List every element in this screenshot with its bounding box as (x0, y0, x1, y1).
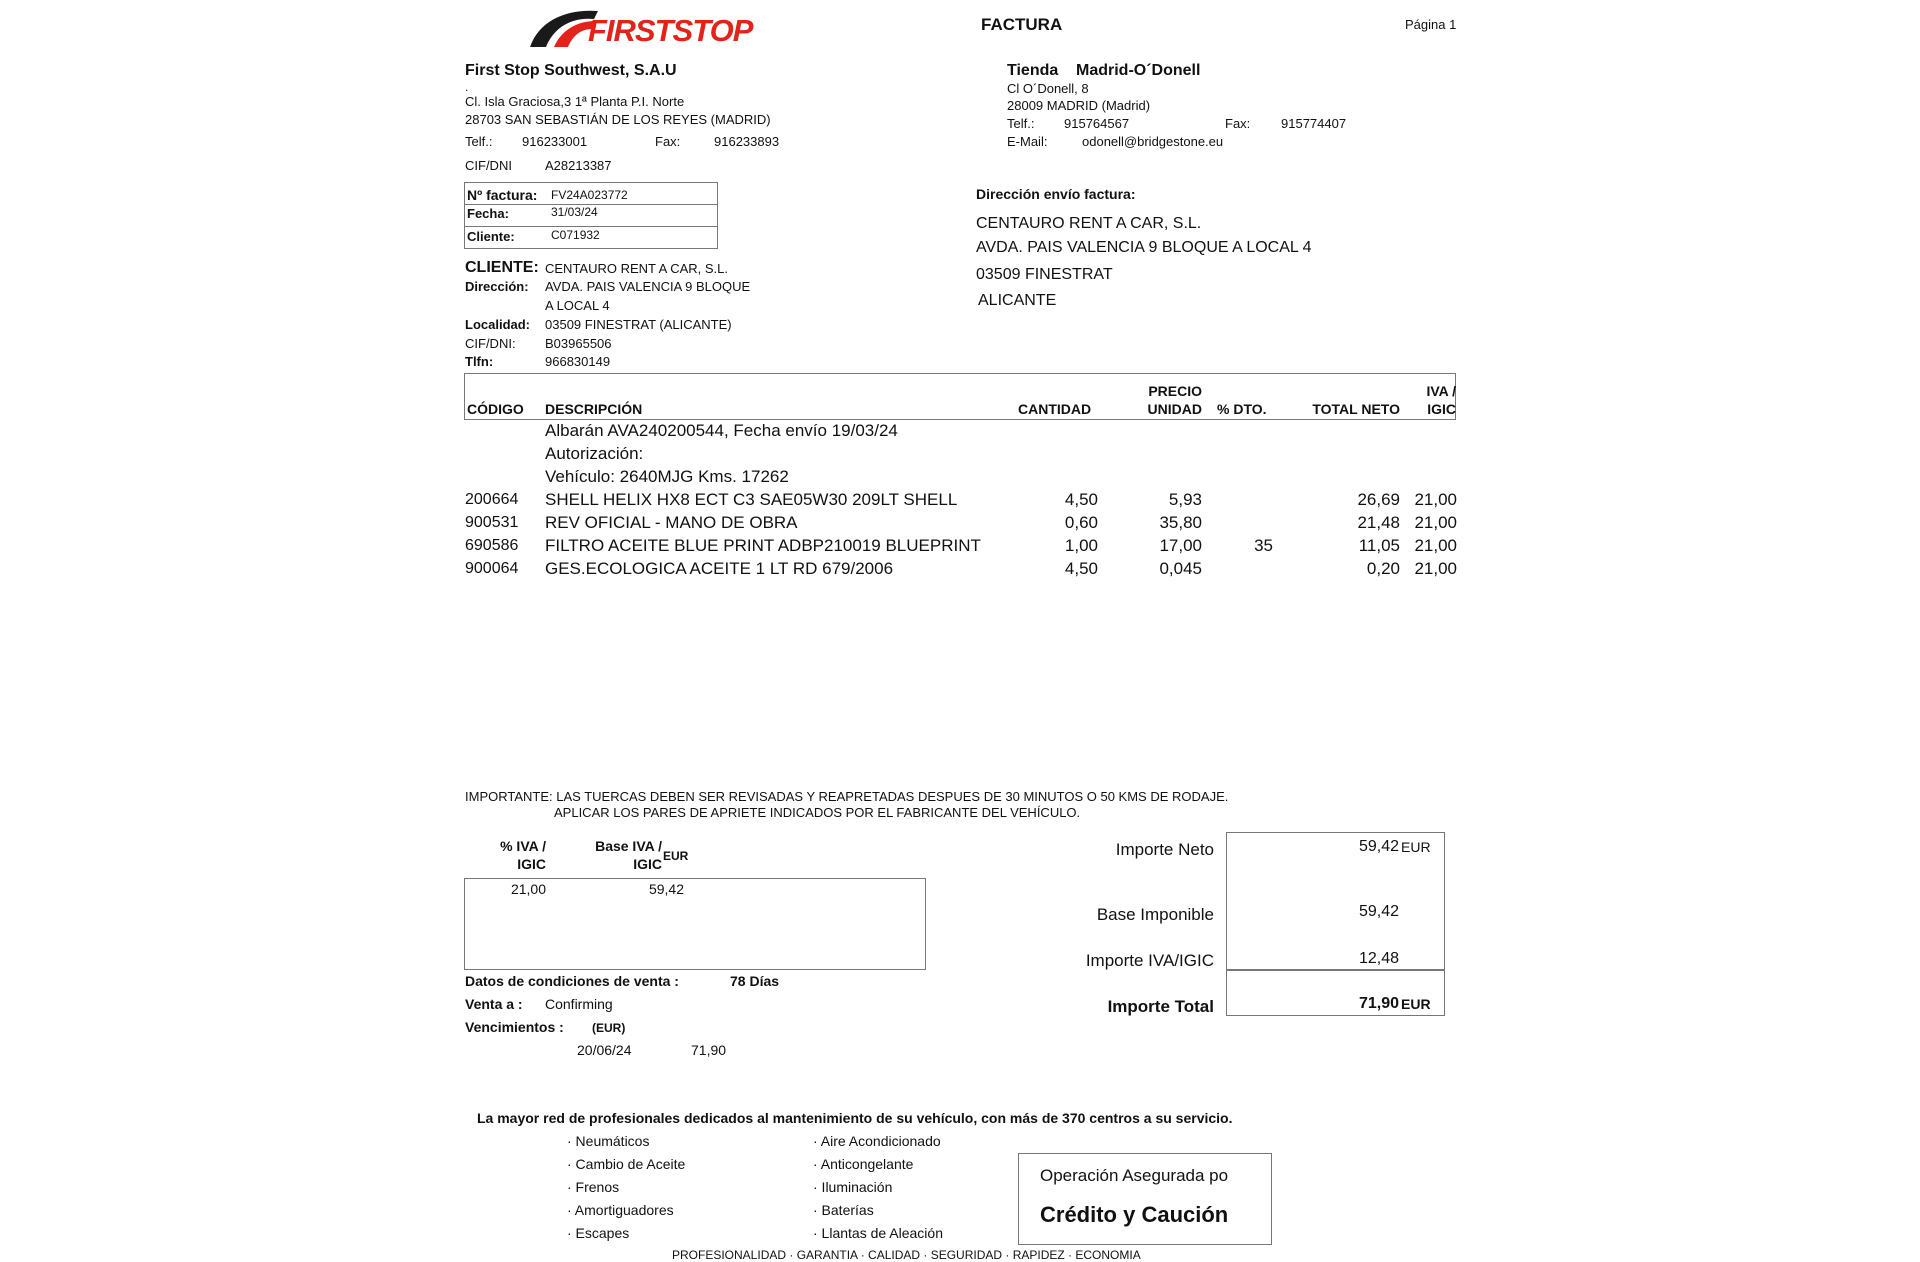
service-item: · Amortiguadores (567, 1202, 674, 1218)
shipping-line-2: AVDA. PAIS VALENCIA 9 BLOQUE A LOCAL 4 (976, 239, 1312, 256)
col-header-iva-bottom: IGIC (1427, 401, 1456, 417)
cell-code: 200664 (465, 491, 519, 508)
tax-pct-header-bottom: IGIC (517, 856, 546, 872)
col-header-quantity: CANTIDAD (1018, 401, 1092, 417)
store-address-1: Cl O´Donell, 8 (1007, 81, 1089, 96)
vat-amount-label: Importe IVA/IGIC (1085, 951, 1214, 970)
cell-net: 26,69 (1357, 490, 1400, 509)
shipping-line-3: 03509 FINESTRAT (976, 266, 1113, 283)
document-title: FACTURA (981, 15, 1063, 34)
cell-quantity: 1,00 (1064, 536, 1098, 555)
col-header-discount: % DTO. (1217, 401, 1267, 417)
cell-description: SHELL HELIX HX8 ECT C3 SAE05W30 209LT SHELL (545, 490, 958, 509)
tax-base-value: 59,42 (648, 881, 684, 897)
client-phone-label: Tlfn: (465, 354, 494, 369)
company-address-2: 28703 SAN SEBASTIÁN DE LOS REYES (MADRID) (465, 112, 771, 127)
store-tel-label: Telf.: (1007, 116, 1035, 131)
client-cif-label: CIF/DNI: (465, 336, 516, 351)
cell-iva: 21,00 (1414, 559, 1457, 578)
due-label: Vencimientos : (465, 1019, 564, 1035)
client-address-2: A LOCAL 4 (545, 298, 610, 313)
client-address-label: Dirección: (465, 279, 529, 294)
insurance-line-1: Operación Asegurada po (1040, 1166, 1229, 1185)
vat-amount-value: 12,48 (1358, 950, 1399, 967)
cell-price: 5,93 (1168, 490, 1202, 509)
invoice-date-label: Fecha: (467, 206, 509, 221)
total-amount-label: Importe Total (1107, 997, 1214, 1016)
service-item: · Frenos (567, 1179, 620, 1195)
company-name: First Stop Southwest, S.A.U (465, 62, 677, 79)
col-header-price-bottom: UNIDAD (1147, 401, 1202, 417)
cell-quantity: 4,50 (1064, 490, 1098, 509)
store-label: Tienda (1007, 62, 1059, 79)
cell-net: 11,05 (1358, 536, 1400, 555)
invoice-date: 31/03/24 (551, 205, 598, 219)
cell-quantity: 0,60 (1064, 513, 1098, 532)
company-address-1: Cl. Isla Graciosa,3 1ª Planta P.I. Norte (465, 94, 685, 109)
important-note-line-2: APLICAR LOS PARES DE APRIETE INDICADOS POR EL FABRICANTE DEL VEHÍCULO. (554, 805, 1081, 820)
taxable-base-label: Base Imponible (1096, 905, 1214, 924)
cell-discount: 35 (1254, 536, 1273, 555)
cell-quantity: 4,50 (1064, 559, 1098, 578)
footer-tagline: La mayor red de profesionales dedicados al mantenimiento de su vehículo, con más de 370 centros a su servicio. (477, 1110, 1233, 1126)
company-fax: 916233893 (714, 134, 780, 149)
col-header-description: DESCRIPCIÓN (545, 401, 643, 417)
cell-price: 0,045 (1159, 559, 1202, 578)
col-header-iva-top: IVA / (1426, 383, 1456, 399)
invoice-box-divider (464, 226, 718, 227)
cell-code: 690586 (465, 537, 519, 554)
cell-iva: 21,00 (1414, 490, 1457, 509)
table-note: Albarán AVA240200544, Fecha envío 19/03/24 (545, 421, 898, 440)
service-item: · Iluminación (813, 1179, 893, 1195)
due-amount: 71,90 (691, 1042, 727, 1058)
cell-code: 900531 (465, 514, 519, 531)
net-amount-currency: EUR (1401, 839, 1431, 855)
tax-pct-header-top: % IVA / (500, 838, 546, 854)
invoice-number: FV24A023772 (551, 188, 628, 202)
cell-description: REV OFICIAL - MANO DE OBRA (545, 513, 798, 532)
client-address-1: AVDA. PAIS VALENCIA 9 BLOQUE (545, 279, 751, 294)
shipping-line-1: CENTAURO RENT A CAR, S.L. (976, 215, 1202, 232)
service-item: · Neumáticos (567, 1133, 650, 1149)
tax-base-header-top: Base IVA / (595, 838, 662, 854)
col-header-code: CÓDIGO (467, 401, 524, 417)
footer-values-line: PROFESIONALIDAD · GARANTIA · CALIDAD · SEGURIDAD · RAPIDEZ · ECONOMIA (672, 1248, 1141, 1262)
service-item: · Baterías (813, 1202, 874, 1218)
due-currency: (EUR) (592, 1021, 626, 1035)
company-cif: A28213387 (545, 158, 612, 173)
net-amount-label: Importe Neto (1115, 840, 1214, 859)
store-fax: 915774407 (1281, 116, 1347, 131)
service-item: · Llantas de Aleación (813, 1225, 943, 1241)
insurance-line-2: Crédito y Caución (1040, 1202, 1229, 1227)
sale-value: Confirming (545, 996, 613, 1012)
invoice-number-label: Nº factura: (467, 187, 538, 203)
store-address-2: 28009 MADRID (Madrid) (1007, 98, 1151, 113)
invoice-client-label: Cliente: (467, 229, 515, 244)
client-cif: B03965506 (545, 336, 612, 351)
table-note: Autorización: (545, 444, 644, 463)
company-tel-label: Telf.: (465, 134, 493, 149)
service-item: · Anticongelante (813, 1156, 914, 1172)
store-email: odonell@bridgestone.eu (1082, 134, 1224, 149)
total-amount-currency: EUR (1401, 996, 1431, 1012)
store-fax-label: Fax: (1225, 116, 1251, 131)
shipping-line-4: ALICANTE (978, 292, 1057, 309)
company-fax-label: Fax: (655, 134, 681, 149)
tax-eur-label: EUR (663, 849, 689, 863)
tax-base-header-bottom: IGIC (633, 856, 662, 872)
conditions-label: Datos de condiciones de venta : (465, 973, 679, 989)
net-amount-value: 59,42 (1358, 838, 1399, 855)
store-name: Madrid-O´Donell (1076, 62, 1201, 79)
company-tel: 916233001 (522, 134, 588, 149)
col-header-price-top: PRECIO (1148, 383, 1202, 399)
shipping-label: Dirección envío factura: (976, 186, 1136, 202)
sale-label: Venta a : (465, 996, 523, 1012)
client-label: CLIENTE: (465, 259, 539, 276)
company-cif-label: CIF/DNI (465, 158, 512, 173)
client-locality-label: Localidad: (465, 317, 531, 332)
brand-name: FIRSTSTOP (588, 13, 753, 48)
total-amount-value: 71,90 (1358, 995, 1399, 1012)
client-locality: 03509 FINESTRAT (ALICANTE) (545, 317, 732, 332)
important-note-line-1: IMPORTANTE: LAS TUERCAS DEBEN SER REVISADAS Y REAPRETADAS DESPUES DE 30 MINUTOS O 50 KMS DE RODAJE. (465, 789, 1229, 804)
brand-logo (528, 5, 758, 49)
table-note: Vehículo: 2640MJG Kms. 17262 (545, 467, 789, 486)
cell-net: 0,20 (1366, 559, 1400, 578)
page-number: Página 1 (1405, 17, 1457, 32)
service-item: · Aire Acondicionado (813, 1133, 941, 1149)
due-date: 20/06/24 (577, 1042, 632, 1058)
cell-price: 35,80 (1159, 513, 1202, 532)
tax-pct-value: 21,00 (510, 881, 546, 897)
invoice-client: C071932 (551, 228, 600, 242)
company-dot: . (465, 80, 469, 94)
cell-net: 21,48 (1357, 513, 1400, 532)
cell-iva: 21,00 (1414, 513, 1457, 532)
service-item: · Escapes (567, 1225, 630, 1241)
cell-iva: 21,00 (1414, 536, 1457, 555)
cell-code: 900064 (465, 560, 519, 577)
cell-description: GES.ECOLOGICA ACEITE 1 LT RD 679/2006 (545, 559, 894, 578)
client-name: CENTAURO RENT A CAR, S.L. (545, 261, 729, 276)
taxable-base-value: 59,42 (1358, 903, 1399, 920)
col-header-net-total: TOTAL NETO (1312, 401, 1400, 417)
cell-description: FILTRO ACEITE BLUE PRINT ADBP210019 BLUEPRINT (545, 536, 981, 555)
store-tel: 915764567 (1064, 116, 1130, 131)
client-phone: 966830149 (545, 354, 611, 369)
conditions-days: 78 Días (730, 973, 780, 989)
cell-price: 17,00 (1159, 536, 1202, 555)
service-item: · Cambio de Aceite (567, 1156, 686, 1172)
store-email-label: E-Mail: (1007, 134, 1048, 149)
